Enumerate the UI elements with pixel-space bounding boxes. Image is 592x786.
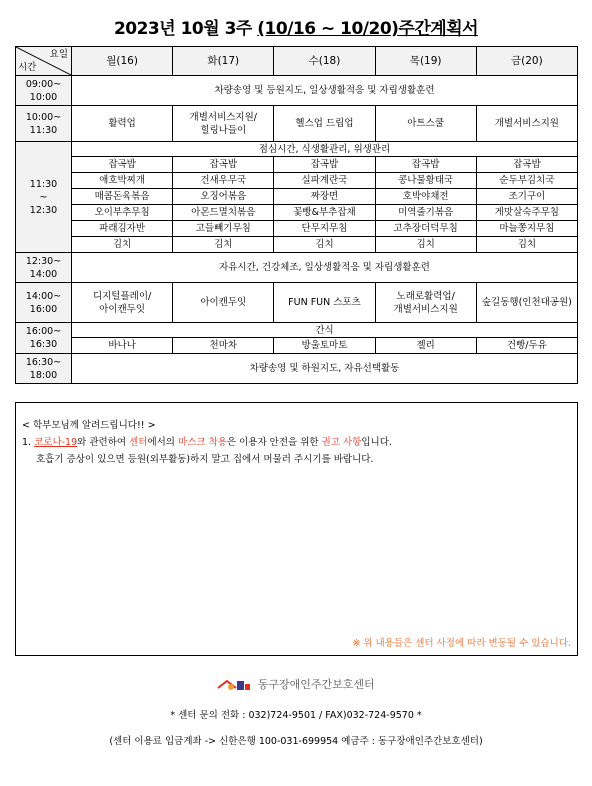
notice-highlight: 코로나-19 <box>34 437 78 448</box>
menu-item: 꽃빵&부추잡채 <box>274 205 375 221</box>
time-cell: 14:00~ 16:00 <box>16 283 72 323</box>
time-cell: 16:00~ 16:30 <box>16 323 72 354</box>
menu-item: 게맛살숙주무침 <box>476 205 577 221</box>
time-row <box>16 106 578 142</box>
time-cell: 12:30~ 14:00 <box>16 253 72 283</box>
menu-row <box>16 173 578 189</box>
menu-item: 조기구이 <box>476 189 577 205</box>
menu-item: 김치 <box>72 237 173 253</box>
day-header: 목(19) <box>375 47 476 76</box>
menu-item: 마늘쫑지무침 <box>476 221 577 237</box>
menu-item: 단무지무침 <box>274 221 375 237</box>
snack-row <box>16 338 578 354</box>
menu-item: 고추장더덕무침 <box>375 221 476 237</box>
corner-day-label: 요일 <box>49 49 68 60</box>
notice-text: 은 이용자 안전을 위한 <box>226 437 322 448</box>
menu-item: 건새우무국 <box>173 173 274 189</box>
page-title <box>0 14 592 39</box>
lunch-header-row <box>16 142 578 157</box>
activity-cell: 노래로활력업/ 개별서비스지원 <box>375 283 476 323</box>
menu-row <box>16 205 578 221</box>
activity-cell: 자유시간, 건강체조, 일상생활적응 및 자립생활훈련 <box>72 253 578 283</box>
title-range: (10/16 ~ 10/20)주간계획서 <box>257 19 479 39</box>
activity-cell: 디지털플레이/ 아이캔두잇 <box>72 283 173 323</box>
menu-item: 잡곡밥 <box>173 157 274 173</box>
weekly-schedule-table <box>15 46 578 384</box>
notice-text: 1. <box>22 437 35 448</box>
header-row <box>16 47 578 76</box>
notice-line-2: 호흡기 증상이 있으면 등원(외부활동)하지 말고 집에서 머물러 주시기를 바랍니다. <box>36 454 374 465</box>
notice-text: 입니다. <box>361 437 392 448</box>
time-cell: 09:00~ 10:00 <box>16 76 72 106</box>
menu-item: 김치 <box>476 237 577 253</box>
activity-cell: 개별서비스지원 <box>476 106 577 142</box>
snack-item: 방울토마토 <box>274 338 375 354</box>
activity-cell: 차량송영 및 등원지도, 일상생활적응 및 자립생활훈련 <box>72 76 578 106</box>
center-logo <box>0 676 592 693</box>
menu-item: 고들빼기무침 <box>173 221 274 237</box>
menu-item: 짜장면 <box>274 189 375 205</box>
time-cell: 11:30 ~ 12:30 <box>16 142 72 253</box>
snack-item: 젤리 <box>375 338 476 354</box>
contact-info: * 센터 문의 전화 : 032)724-9501 / FAX)032-724-9570 * <box>170 710 422 721</box>
notice-highlight: 권고 사항 <box>321 437 362 448</box>
activity-cell: 아트스쿨 <box>375 106 476 142</box>
menu-item: 오이부추무침 <box>72 205 173 221</box>
activity-cell: 차량송영 및 하원지도, 자유선택활동 <box>72 354 578 384</box>
time-cell: 10:00~ 11:30 <box>16 106 72 142</box>
menu-item: 잡곡밥 <box>72 157 173 173</box>
lunch-header: 점심시간, 식생활관리, 위생관리 <box>72 142 578 157</box>
snack-header: 간식 <box>72 323 578 338</box>
time-row <box>16 354 578 384</box>
menu-item: 오징어볶음 <box>173 189 274 205</box>
snack-header-row <box>16 323 578 338</box>
menu-item: 콩나물황태국 <box>375 173 476 189</box>
activity-cell: 개별서비스지원/ 힐링나들이 <box>173 106 274 142</box>
menu-item: 파래김자반 <box>72 221 173 237</box>
notice-text: 와 관련하여 <box>77 437 130 448</box>
day-header: 화(17) <box>173 47 274 76</box>
center-name: 동구장애인주간보호센터 <box>257 678 375 691</box>
activity-cell: 아이캔두잇 <box>173 283 274 323</box>
activity-cell: 활력업 <box>72 106 173 142</box>
menu-item: 김치 <box>274 237 375 253</box>
snack-item: 천마차 <box>173 338 274 354</box>
time-row <box>16 283 578 323</box>
menu-item: 김치 <box>173 237 274 253</box>
day-header: 월(16) <box>72 47 173 76</box>
time-row <box>16 253 578 283</box>
menu-item: 잡곡밥 <box>375 157 476 173</box>
snack-item: 건빵/두유 <box>476 338 577 354</box>
activity-cell: 숲길동행(인천대공원) <box>476 283 577 323</box>
corner-cell <box>16 47 72 76</box>
menu-item: 순두부김치국 <box>476 173 577 189</box>
time-row <box>16 76 578 106</box>
notice-box <box>15 402 578 656</box>
menu-row <box>16 157 578 173</box>
menu-item: 매콤돈육볶음 <box>72 189 173 205</box>
menu-row <box>16 189 578 205</box>
notice-text: 에서의 <box>147 437 179 448</box>
bank-info: (센터 이용료 입금계좌 -> 신한은행 100-031-699954 예금주 : 동구장애인주간보호센터) <box>109 736 483 747</box>
menu-row <box>16 221 578 237</box>
day-header: 금(20) <box>476 47 577 76</box>
menu-item: 아몬드멸치볶음 <box>173 205 274 221</box>
menu-item: 호박야채전 <box>375 189 476 205</box>
activity-cell: FUN FUN 스포츠 <box>274 283 375 323</box>
notice-heading: < 학부모님께 알려드립니다!! > <box>22 420 156 431</box>
notice-highlight: 마스크 착용 <box>178 437 227 448</box>
corner-time-label: 시간 <box>18 62 37 73</box>
day-header: 수(18) <box>274 47 375 76</box>
menu-item: 잡곡밥 <box>274 157 375 173</box>
menu-item: 잡곡밥 <box>476 157 577 173</box>
notice-line-1 <box>22 434 392 448</box>
notice-highlight: 센터 <box>129 437 148 448</box>
menu-row <box>16 237 578 253</box>
time-cell: 16:30~ 18:00 <box>16 354 72 384</box>
menu-item: 미역줄기볶음 <box>375 205 476 221</box>
activity-cell: 헬스업 드립업 <box>274 106 375 142</box>
snack-item: 바나나 <box>72 338 173 354</box>
title-prefix: 2023년 10월 3주 <box>113 19 252 39</box>
center-logo-icon <box>217 677 251 693</box>
menu-item: 애호박찌개 <box>72 173 173 189</box>
menu-item: 김치 <box>375 237 476 253</box>
menu-item: 실파계란국 <box>274 173 375 189</box>
notice-footnote: ※ 위 내용들은 센터 사정에 따라 변동될 수 있습니다. <box>352 638 571 649</box>
